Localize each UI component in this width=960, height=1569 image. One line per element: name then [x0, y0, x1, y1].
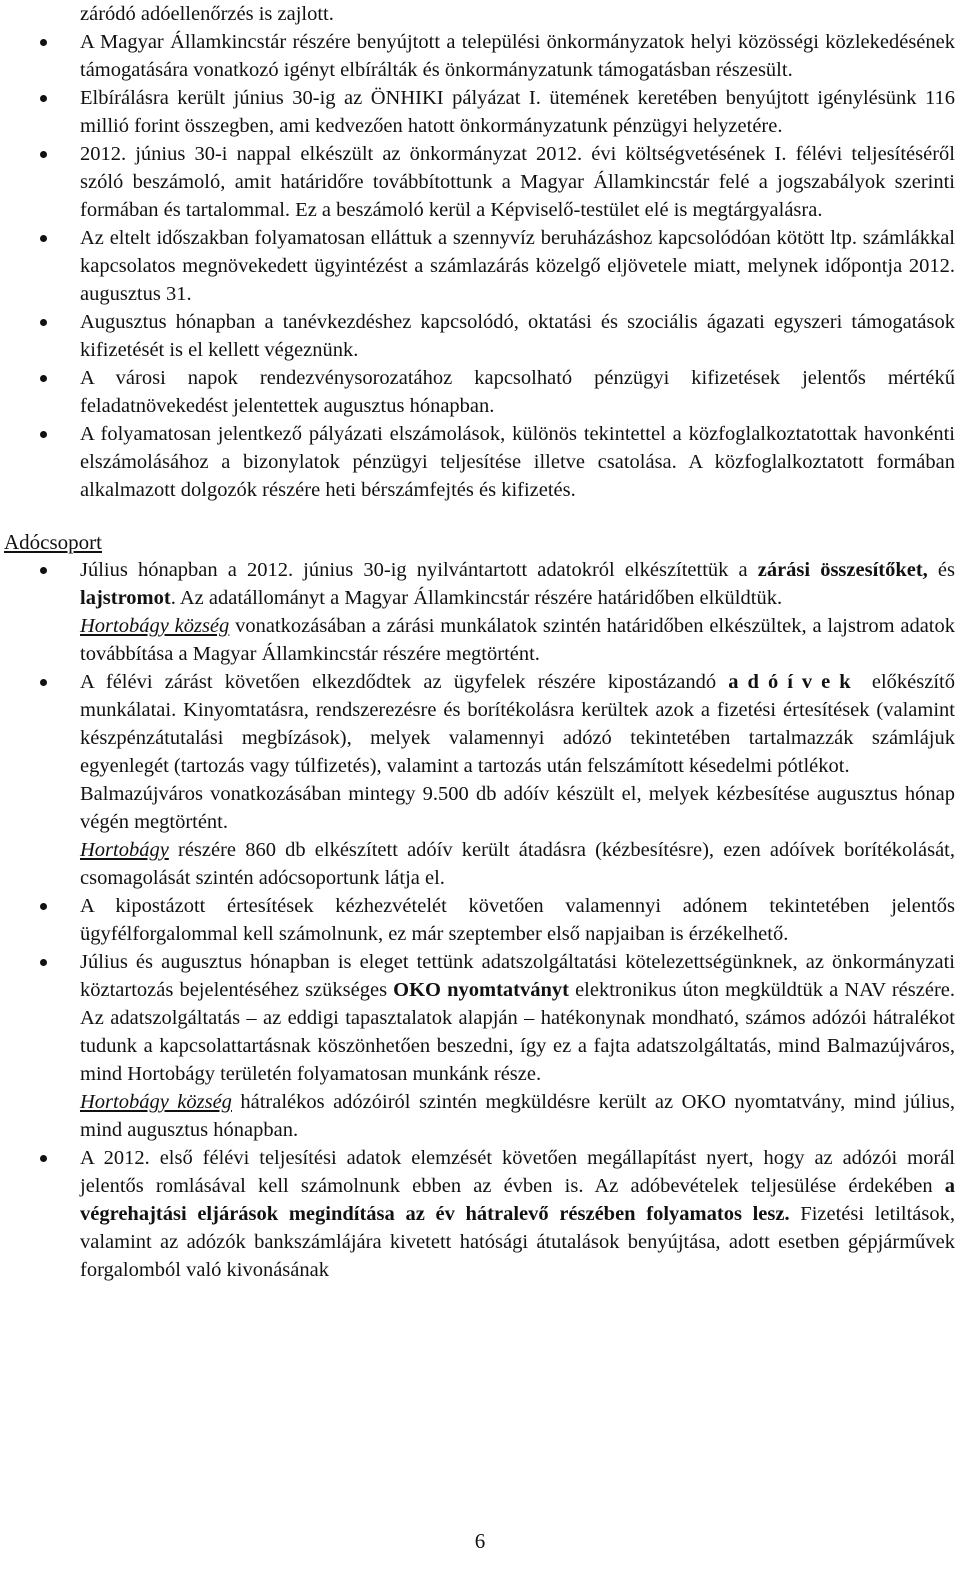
list-item-subparagraph: Balmazújváros vonatkozásában mintegy 9.500 db adóív készült el, melyek kézbesítése augusztus hónap végén megtörtént.: [80, 783, 955, 833]
list-item-subparagraph: Hortobágy község vonatkozásában a zárási munkálatok szintén határidőben elkészültek, a lajstrom adatok továbbítása a Magyar Államkincstár részére megtörtént.: [80, 615, 955, 665]
list-item-text: Július hónapban a 2012. június 30-ig nyilvántartott adatokról elkészítettük a zárási összesítőket, és lajstromot. Az adatállományt a Magyar Államkincstár részére határidőben elküldtük.: [80, 559, 955, 609]
list-item-text: A folyamatosan jelentkező pályázati elszámolások, különös tekintettel a közfoglalkoztatottak havonkénti elszámolásához a bizonylatok pénzügyi teljesítése illetve csatolása. A közfoglalkoztatott formában alkalmazott dolgozók részére heti bérszámfejtés és kifizetés.: [80, 423, 955, 501]
bullet-icon: [40, 39, 47, 46]
list-item-text: A félévi zárást követően elkezdődtek az ügyfelek részére kipostázandó adóívek előkészítő munkálatai. Kinyomtatásra, rendszerezésre és borítékolásra kerültek azok a fizetési értesítések (valamint készpénzátutalási megbízások), melyek valamennyi adózó tekintetében tartalmazzák számlájuk egyenlegét (tartozás vagy túlfizetés), valamint a tartozás után felszámított késedelmi pótlékot.: [80, 671, 955, 777]
list-item: [0, 364, 955, 420]
list-item-subparagraph: Hortobágy község hátralékos adózóiról szintén megküldésre került az OKO nyomtatvány, mind július, mind augusztus hónapban.: [80, 1091, 955, 1141]
list-item-text: A városi napok rendezvénysorozatához kapcsolható pénzügyi kifizetések jelentős mértékű feladatnövekedést jelentettek augusztus hónapban.: [80, 367, 955, 417]
list-item: [0, 140, 955, 224]
bullet-icon: [40, 235, 47, 242]
bullet-icon: [40, 1155, 47, 1162]
list-item: [0, 892, 955, 948]
underlined-term: Hortobágy: [80, 839, 169, 861]
bullet-icon: [40, 567, 47, 574]
emphasized-term: adóívek: [728, 671, 860, 693]
bullet-list-tax: [0, 556, 955, 1284]
list-item-text: A 2012. első félévi teljesítési adatok elemzését követően megállapítást nyert, hogy az adózói morál jelentős romlásával kell számolnunk ebben az évben is. Az adóbevételek teljesülése érdekében a végrehajtási eljárások megindítása az év hátralevő részében folyamatos lesz. Fizetési letiltások, valamint az adózók bankszámlájára kivetett hatósági átutalások benyújtása, adott esetben gépjárművek forgalomból való kivonásának: [80, 1147, 956, 1281]
list-item: [0, 28, 955, 84]
list-item-text: Július és augusztus hónapban is eleget tettünk adatszolgáltatási kötelezettségünknek, az önkormányzati köztartozás bejelentéséhez szükséges OKO nyomtatványt elektronikus úton megküldtük a NAV részére. Az adatszolgáltatás – az eddigi tapasztalatok alapján – hatékonynak mondható, számos adózói hátralékot tudunk a kapcsolattartásnak köszönhetően beszedni, így ez a fajta adatszolgáltatás, mind Balmazújváros, mind Hortobágy területén folyamatosan munkánk része.: [80, 951, 955, 1085]
list-item: [0, 420, 955, 504]
list-item: [0, 1144, 955, 1284]
list-item-text: A kipostázott értesítések kézhezvételét követően valamennyi adónem tekintetében jelentős ügyfélforgalommal kell számolnunk, ez már szeptember első napjaiban is érzékelhető.: [80, 895, 955, 945]
bullet-icon: [40, 319, 47, 326]
page-number: 6: [474, 1529, 486, 1553]
bullet-icon: [40, 431, 47, 438]
list-item-text: 2012. június 30-i nappal elkészült az önkormányzat 2012. évi költségvetésének I. félévi teljesítéséről szóló beszámoló, amit határidőre továbbítottunk a Magyar Államkincstár felé a jogszabályok szerinti formában és tartalommal. Ez a beszámoló kerül a Képviselő-testület elé is megtárgyalásra.: [80, 143, 955, 221]
list-item-text: A Magyar Államkincstár részére benyújtott a települési önkormányzatok helyi közösségi közlekedésének támogatására vonatkozó igényt elbírálták és önkormányzatunk támogatásban részesült.: [80, 31, 955, 81]
list-item: [0, 668, 955, 892]
list-item: [0, 556, 955, 668]
bullet-icon: [40, 95, 47, 102]
list-item: [0, 308, 955, 364]
underlined-term: Hortobágy község: [80, 615, 230, 637]
list-item-text: Az eltelt időszakban folyamatosan elláttuk a szennyvíz beruházáshoz kapcsolódóan kötött ltp. számlákkal kapcsolatos megnövekedett ügyintézést a számlazárás közelgő eljövetele miatt, melynek időpontja 2012. augusztus 31.: [80, 227, 955, 305]
bullet-icon: [40, 375, 47, 382]
list-item-subparagraph: Hortobágy részére 860 db elkészített adóív került átadásra (kézbesítésre), ezen adóívek borítékolását, csomagolását szintén adócsoportunk látja el.: [80, 839, 955, 889]
bullet-list-finance: [0, 28, 955, 504]
bullet-icon: [40, 903, 47, 910]
list-item-text: Elbírálásra került június 30-ig az ÖNHIKI pályázat I. ütemének keretében benyújtott igénylésünk 116 millió forint összegben, ami kedvezően hatott önkormányzatunk pénzügyi helyzetére.: [80, 87, 955, 137]
bullet-icon: [40, 151, 47, 158]
list-item-text: Augusztus hónapban a tanévkezdéshez kapcsolódó, oktatási és szociális ágazati egyszeri támogatások kifizetését is el kellett végeznünk.: [80, 311, 955, 361]
list-item: [0, 224, 955, 308]
bullet-icon: [40, 959, 47, 966]
continued-line: záródó adóellenőrzés is zajlott.: [80, 3, 334, 25]
list-item: [0, 84, 955, 140]
list-item: [0, 948, 955, 1144]
bullet-icon: [40, 679, 47, 686]
underlined-term: Hortobágy község: [80, 1091, 232, 1113]
section-heading-adocsoport: Adócsoport: [4, 530, 102, 554]
